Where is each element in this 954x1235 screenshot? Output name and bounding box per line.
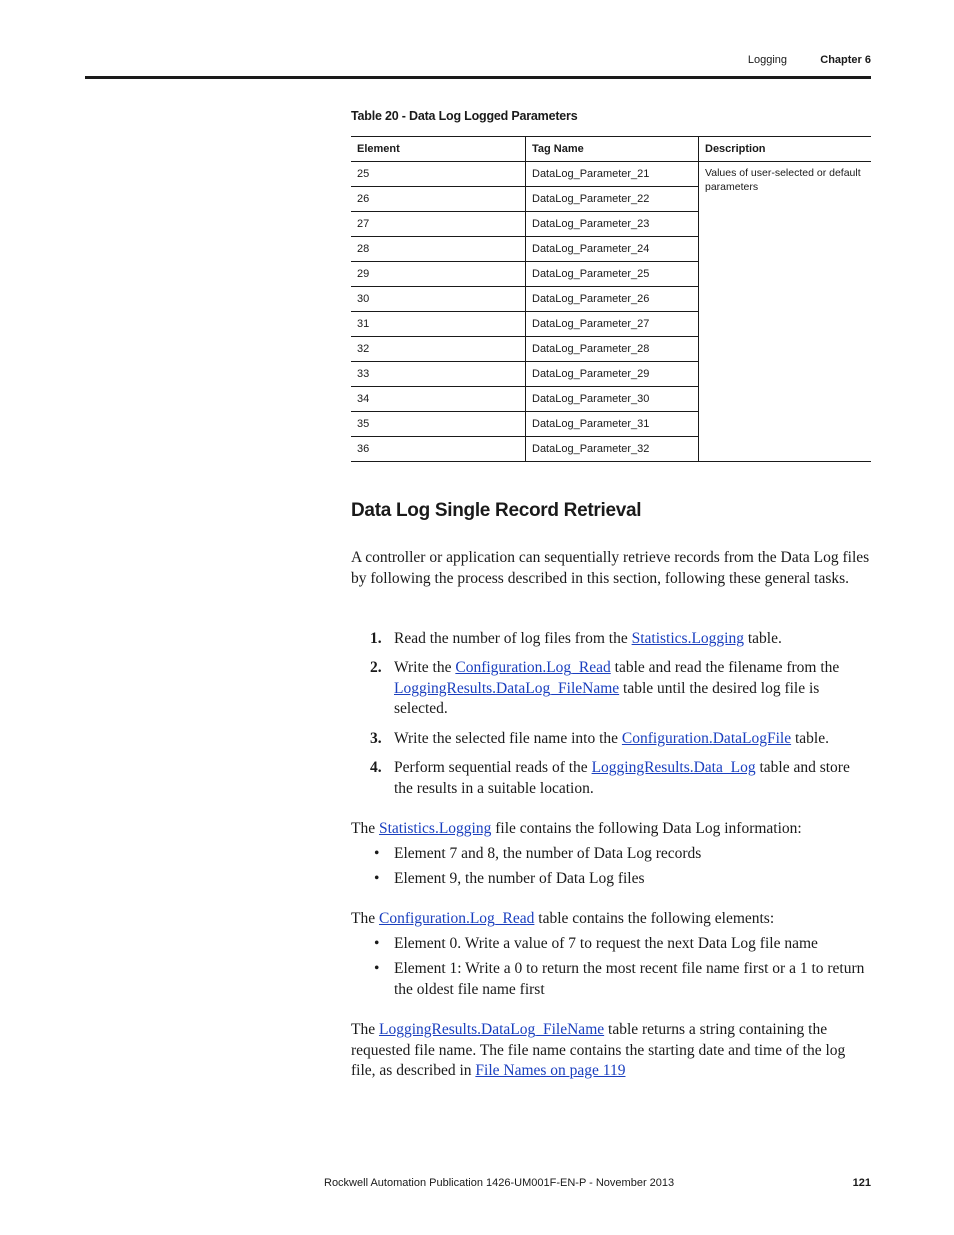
page-number: 121	[852, 1177, 871, 1189]
element-cell: 35	[351, 412, 526, 437]
tag-cell: DataLog_Parameter_28	[526, 337, 699, 362]
step-item	[351, 658, 871, 720]
step-text	[394, 729, 871, 750]
step-text	[394, 758, 871, 799]
step-text-part: Write the selected file name into the	[394, 730, 622, 747]
step-item	[351, 758, 871, 799]
filename-paragraph	[351, 1020, 871, 1082]
logging-results-data-log-link[interactable]: LoggingResults.Data_Log	[591, 759, 756, 776]
parameters-table	[351, 136, 871, 462]
paragraph-text-part: The	[351, 910, 379, 927]
bullet-text: Element 1: Write a 0 to return the most recent file name first or a 1 to return the oldest file name first	[394, 960, 865, 998]
bullet-text: Element 7 and 8, the number of Data Log records	[394, 845, 702, 862]
configuration-datalogfile-link[interactable]: Configuration.DataLogFile	[621, 730, 792, 747]
element-cell: 27	[351, 212, 526, 237]
element-cell: 26	[351, 187, 526, 212]
tag-cell: DataLog_Parameter_32	[526, 437, 699, 462]
table-row	[351, 162, 871, 187]
step-text-part: Read the number of log files from the	[394, 630, 632, 647]
file-names-page-link[interactable]: File Names on page 119	[475, 1062, 626, 1079]
step-number: 2.	[370, 659, 382, 676]
tag-cell: DataLog_Parameter_22	[526, 187, 699, 212]
bullet-text: Element 0. Write a value of 7 to request the next Data Log file name	[394, 935, 818, 952]
element-cell: 25	[351, 162, 526, 187]
element-cell: 32	[351, 337, 526, 362]
table-caption: Table 20 - Data Log Logged Parameters	[351, 109, 578, 123]
bullet-icon: •	[374, 935, 380, 952]
element-cell: 30	[351, 287, 526, 312]
bullet-text: Element 9, the number of Data Log files	[394, 870, 645, 887]
tag-cell: DataLog_Parameter_21	[526, 162, 699, 187]
tag-cell: DataLog_Parameter_26	[526, 287, 699, 312]
tag-cell: DataLog_Parameter_31	[526, 412, 699, 437]
tag-cell: DataLog_Parameter_27	[526, 312, 699, 337]
intro-paragraph: A controller or application can sequentially retrieve records from the Data Log files by following the process described in this section, following these general tasks.	[351, 549, 870, 587]
element-cell: 36	[351, 437, 526, 462]
header-section: Logging	[747, 54, 787, 66]
step-text-part: table and store the results in a suitable location.	[394, 759, 850, 797]
step-text-part: table until the desired log file is selected.	[394, 679, 820, 717]
step-text-part: Write the	[394, 659, 456, 676]
table-header-row	[351, 137, 871, 162]
logging-results-datalog-filename-link[interactable]: LoggingResults.DataLog_FileName	[378, 1021, 605, 1038]
tag-cell: DataLog_Parameter_30	[526, 387, 699, 412]
element-cell: 34	[351, 387, 526, 412]
element-cell: 31	[351, 312, 526, 337]
step-text-part: table.	[791, 730, 829, 747]
step-number: 1.	[370, 630, 382, 647]
statistics-paragraph	[351, 819, 871, 840]
tag-cell: DataLog_Parameter_29	[526, 362, 699, 387]
step-number: 4.	[370, 759, 382, 776]
paragraph-text-part: The	[351, 820, 379, 837]
step-item	[351, 729, 871, 750]
list-item	[351, 869, 871, 890]
column-header-tag-name: Tag Name	[526, 137, 699, 162]
header-chapter: Chapter 6	[820, 54, 871, 66]
step-text-part: table and read the filename from the	[610, 659, 840, 676]
element-cell: 29	[351, 262, 526, 287]
paragraph-text-part: table returns a string containing the requested file name. The file name contains the starting date and time of the log file, as described in	[351, 1021, 846, 1079]
column-header-description: Description	[699, 137, 872, 162]
bullet-icon: •	[374, 870, 380, 887]
column-header-element: Element	[351, 137, 526, 162]
page-header	[85, 52, 871, 79]
list-item	[351, 934, 871, 955]
step-number: 3.	[370, 730, 382, 747]
publication-info: Rockwell Automation Publication 1426-UM001F-EN-P - November 2013	[324, 1177, 675, 1189]
bullet-icon: •	[374, 960, 380, 977]
step-item	[351, 629, 871, 650]
section-title: Data Log Single Record Retrieval	[351, 500, 642, 521]
element-cell: 33	[351, 362, 526, 387]
description-cell: Values of user-selected or default parameters	[699, 162, 872, 462]
step-text-part: Perform sequential reads of the	[394, 759, 592, 776]
paragraph-text-part: table contains the following elements:	[534, 910, 775, 927]
step-text	[394, 629, 871, 650]
paragraph-text-part: file contains the following Data Log information:	[491, 820, 802, 837]
bullet-icon: •	[374, 845, 380, 862]
configuration-paragraph	[351, 909, 871, 930]
statistics-logging-link[interactable]: Statistics.Logging	[378, 820, 492, 837]
tag-cell: DataLog_Parameter_23	[526, 212, 699, 237]
statistics-logging-link[interactable]: Statistics.Logging	[631, 630, 744, 647]
configuration-log-read-link[interactable]: Configuration.Log_Read	[455, 659, 611, 676]
list-item	[351, 959, 871, 1000]
element-cell: 28	[351, 237, 526, 262]
step-text	[394, 658, 871, 720]
logging-results-datalog-filename-link[interactable]: LoggingResults.DataLog_FileName	[394, 679, 620, 697]
step-text-part: table.	[743, 630, 782, 647]
configuration-log-read-link[interactable]: Configuration.Log_Read	[378, 910, 535, 927]
list-item	[351, 844, 871, 865]
tag-cell: DataLog_Parameter_25	[526, 262, 699, 287]
tag-cell: DataLog_Parameter_24	[526, 237, 699, 262]
paragraph-text-part: The	[351, 1021, 379, 1038]
